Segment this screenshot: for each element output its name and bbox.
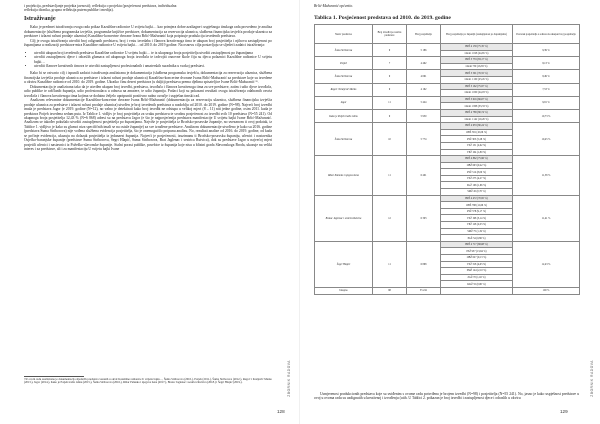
county-breakdown-cell: BPŽ 4 158 (75,35 %): [441, 44, 513, 51]
county-breakdown-cell: Ostali 1 808 (33,33 %): [441, 103, 513, 110]
play-name-cell: Regoč i Kraljević Marko: [315, 83, 373, 96]
percent-cell: 8,49 %: [513, 70, 580, 83]
play-name-cell: Bratac Jaglenac i sestrica Rutvica: [315, 195, 373, 241]
column-header: Broj izvedbi po nazivu predstave: [373, 25, 407, 44]
page-number: 128: [277, 409, 285, 414]
county-breakdown-cell: OBŽ 603 (9,42 %): [441, 162, 513, 169]
footnotes: [24, 378, 272, 385]
visitors-cell: 6 303: [407, 195, 441, 241]
play-name-cell: Šegrt Hlapić: [315, 241, 373, 287]
continuation-text: Brlić-Mažuranić općenito.: [314, 4, 354, 8]
running-side-label: ZBORNIK RADOVA: [287, 360, 291, 397]
column-header: Broj posjetitelja: [407, 25, 441, 44]
county-breakdown-cell: PSŽ 512 (8,00 %): [441, 169, 513, 176]
intro-line-1: i projekcija, predstavljanje projekta javnosti); refleksija o projektu (posjećenost predstava, individualna: [24, 4, 177, 8]
county-breakdown-cell: VSŽ 273 (4,27 %): [441, 175, 513, 182]
page-number: 129: [560, 409, 568, 414]
performances-cell: 9: [373, 70, 407, 83]
county-breakdown-cell: BPŽ 3 162 (75,97 %): [441, 83, 513, 90]
column-header: Postotak posjetitelja u odnosu na ukupan broj posjetitelja: [513, 25, 580, 44]
performances-cell: 10: [373, 123, 407, 156]
percent-cell: 9,39 %: [513, 44, 580, 57]
performances-cell: 9: [373, 83, 407, 96]
table-title: Tablica 1. Posjećenost predstava od 2010. do 2019. godine: [314, 15, 451, 21]
total-visitors-cell: 55 241: [407, 287, 441, 294]
section-heading: Istraživanje: [24, 14, 56, 22]
performances-cell: 11: [373, 241, 407, 287]
percent-cell: 11,58 %: [513, 156, 580, 196]
play-name-cell: Šuma Striborova: [315, 123, 373, 156]
visitors-cell: 5 930: [407, 109, 441, 122]
table-container: [314, 24, 579, 295]
county-breakdown-cell: Ostali 1 100 (23,45 %): [441, 76, 513, 83]
table-row: [315, 70, 580, 77]
county-breakdown-cell: PSŽ 305 (5,28 %): [441, 136, 513, 143]
column-header: Broj posjetitelja po županiji (zastupljenost po županijama): [441, 25, 513, 44]
bottom-text: [314, 392, 579, 401]
performances-cell: 11: [373, 156, 407, 196]
task-list-item: • utvrditi članove kreativnih timova te utvrditi zastupljenost profesionalnih i amaterskih suradnika u svakoj predstavi.: [34, 64, 272, 68]
percent-cell: 10,73 %: [513, 109, 580, 122]
county-breakdown-cell: VPŽ 128 (2,03 %): [441, 222, 513, 229]
county-breakdown-cell: SMŽ 75 (1,19 %): [441, 228, 513, 235]
county-breakdown-cell: VSŽ 198 (3,14 %): [441, 215, 513, 222]
table-row: [315, 195, 580, 202]
performances-cell: 7: [373, 57, 407, 70]
task-list: [24, 51, 272, 69]
task-list-item: • utvrditi zastupljenost djece i odraslih glumaca od ukupnoga broja izvođača te izdvojiti osnovne škole čiju su djecu polaznici Kazališne radionice U svijetu bajki…: [34, 55, 272, 64]
county-breakdown-cell: OBŽ 798 (12,66 %): [441, 202, 513, 209]
continuation-line: [314, 4, 353, 8]
table-row: [315, 156, 580, 163]
county-breakdown-cell: OBŽ 627 (9,13 %): [441, 255, 513, 262]
visitors-cell: 5 774: [407, 123, 441, 156]
performances-cell: 11: [373, 96, 407, 109]
county-breakdown-cell: PSŽ 578 (9,17 %): [441, 208, 513, 215]
attendance-table: [314, 24, 580, 295]
county-breakdown-cell: VPŽ 104 (1,80 %): [441, 149, 513, 156]
table-row: [315, 96, 580, 103]
percent-cell: 9,81 %: [513, 96, 580, 109]
county-breakdown-cell: SMŽ 144 (2,10 %): [441, 268, 513, 275]
table-row: [315, 83, 580, 90]
visitors-cell: 4 492: [407, 57, 441, 70]
paragraph: Kako je predmet istraživanja ovoga rada prikaz Kazališne radionice U svijetu bajki… kao primjera dobre azaliagne i uspješnoga tinskoga rada provedeno je analiza dokumentacije (službena programska izvješća, programske knjižice predstave, dokumentacija za rezervacija ulaznica, službena financijska izvješća prodaje ulaznica za predstave i izlazni računi prodaje ulaznica) Kazališno-koncertne dvorane Ivana Brlić-Mažuranić koja potpisuje produkciju izvedenih predstava.: [24, 25, 272, 39]
paragraph: Analizom relevantne dokumentacije Kazališno-koncertne dvorane Ivana Brlić-Mažuranić (dokumentacija za rezervaciju ulaznica, službena financijska izvješća prodaje ulaznica za predstave i izlazni računi prodaje ulaznica) utvrđen je broj izvedenih predstava u razdoblju od 2010. do 2019. godine (N=98). Najveći broj izvedbi imala je predstava Jagor (e 2019. godine (N=12), no valno je detektirati kako broj izvedbi ne odstupa u velikoj mjeri (8 – 11) niti jedne godine, osim 2011. kada je predstava Potjeh izvedena sedam puta. Iz Tablice 1. vidljiv je broj posjetitelja za svaku predstavu te svodnu posjećenost za izvedbi svih 10 predstava (N=55 241). Od ukupnoga broja posjetitelja 12,43 % (N=6 868) adresi su na predstavu Jagor (e što je najposjećenija predstava manifestacije U svijetu bajki Ivane Brlić-Mažuranić. Analizom se također pokušalo utvrditi zastupljenost posjetitelja po županijama. Najviše je posjetitelja iz Brodsko-posavske županije, no uvezanom ti ovoj podatak, iz Tablice 1. vidljivo je kako su glumci niza specifičnih imali se na ostale županije) za sve izrađene predstave. Analizom dokumentacije utvrđeno je kako su 2016. godine (predstava Šuma Striborova) nije vođena službena evidencija posjetitelja, što je onemogućilo potpunu analizu. No, rezultati analize od 2016. do 2019. godine, od kada se počinje evidencija, ukazuju na dolazak posjetitelja iz jedanaest županija. Najveći je posjećenosti, izuzimanu ti Brodsko-posavsku županiju, učenici i nastavnika Osječko-baranjske županije (predstave Šuma Striborova, Šegrt Hlapić, Suma Striborova, Brat Jaglenac i sestrica Rutvica), dok su predstave Jagor u najvećoj mjeri posjetili učenici i nastavnici iz Požeško-slavonske županije. Stalni porast publike, posebice iz županija koje nisu u blizini grada Slavonskoga Broda, ukazuje na veliki interes i za predstave, ali i za manifestaciju U svijetu bajki Ivane: [24, 98, 272, 152]
percent-cell: 7,53 %: [513, 83, 580, 96]
county-breakdown-cell: BPŽ 3 616 (66,67 %): [441, 96, 513, 103]
county-breakdown-cell: OBŽ 581 (10,06 %): [441, 129, 513, 136]
play-name-cell: Ribar Palunko i njegova žena: [315, 156, 373, 196]
play-name-cell: Jagor: [315, 96, 373, 109]
table-body: [315, 44, 580, 295]
county-breakdown-cell: BPŽ 4 472 (70,95 %): [441, 195, 513, 202]
paragraph: Dokumentacija je analizirana tako da je utvrđen ukupan broj izvedbi, predstava, izvođača i članova kreativnoga tima za sve predstave, zatim i udio djece izvođača, udio publike te raščlanib županija, udio profesionalaca u odnosu na amatere, te udio županija. Podaci koji su pokazani rezultati ovoga istraživanja odabranih osvrta izvođača i članova kreativnoga tima kojima se dodatno željelo upotpuniti pozitivno radno ozračje i uspješan timski rad.: [24, 84, 272, 98]
county-breakdown-cell: ZGŽ 106 (1,66 %): [441, 182, 513, 189]
table-header-row: [315, 25, 580, 44]
county-breakdown-cell: KKŽ 55 (0,80 %): [441, 281, 513, 288]
performances-cell: 9: [373, 109, 407, 122]
table-row: [315, 109, 580, 116]
county-breakdown-cell: ZGŽ 70 (1,02 %): [441, 274, 513, 281]
county-breakdown-cell: BPŽ 3 733 (83,17 %): [441, 57, 513, 64]
county-breakdown-cell: SMŽ 45 (0,70 %): [441, 189, 513, 196]
table-row: [315, 241, 580, 248]
county-breakdown-cell: BPŽ 3 591 (76,55 %): [441, 70, 513, 77]
table-row: [315, 44, 580, 51]
total-text-cell: [441, 287, 513, 294]
county-breakdown-cell: BPŽ 4 633 (80,24 %): [441, 123, 513, 130]
table-row: [315, 123, 580, 130]
footnote: ³¹U ovom radu analizirana je dokumentacija sljedećih predstava vezanih u okvir Kazališne radionice U svijetu bajki…, Šuma Striborova (2010.), Potjeh (2011.), Šuma Striborova (2012.), Regoč i Kraljević Marko (2013.), Jagor (2014.), Kako je Potjeh tražio istinu (2015.), Šuma Striborova (2016.), Ribar Palunko i njegova žena (2017.), Bratac Jaglenac i sestrica Rutvica (2018.) i Šegrt Hlapić (2019.).: [24, 377, 272, 385]
visitors-cell: 6 401: [407, 156, 441, 196]
county-breakdown-cell: VSŽ 318 (4,63 %): [441, 261, 513, 268]
county-breakdown-cell: BPŽ 4 788 (80,74 %): [441, 109, 513, 116]
county-breakdown-cell: Ostali 759 (16,83 %): [441, 63, 513, 70]
county-breakdown-cell: BPŽ 4 862 (75,96 %): [441, 156, 513, 163]
play-name-cell: Šuma Striborova: [315, 44, 373, 57]
total-label-cell: Ukupno: [315, 287, 373, 294]
county-breakdown-cell: Ostali 1 142 (19,26 %): [441, 116, 513, 123]
county-breakdown-cell: BPŽ 4 717 (68,68 %): [441, 241, 513, 248]
running-side-label: ZBORNIK RADOVA: [590, 360, 594, 397]
performances-cell: 12: [373, 195, 407, 241]
total-performances-cell: 98: [373, 287, 407, 294]
visitors-cell: 5 186: [407, 44, 441, 57]
performances-cell: 9: [373, 44, 407, 57]
column-header: Naziv predstave: [315, 25, 373, 44]
county-breakdown-cell: Ostali 1 000 (24,03 %): [441, 90, 513, 97]
total-percent-cell: 100 %: [513, 287, 580, 294]
county-breakdown-cell: VSŽ 151 (2,62 %): [441, 142, 513, 149]
task-list-item: • utvrditi ukupan broj izvedenih predstava Kazališne radionice U svijetu bajki… te iz ukupnoga broja posjetitelja utvrditi zastupljenost po županijama: [34, 51, 272, 55]
intro-line-2: refleksija dionika, grupna refleksija putem publike i medija).: [24, 8, 114, 13]
visitors-cell: 5 424: [407, 96, 441, 109]
county-breakdown-cell: PSŽ 937 (13,64 %): [441, 248, 513, 255]
paragraph: Cilj je ovoga istraživanja utvrditi broj odigranih predstava, broj i vrstu izvedaba i članova kreativnoga tima te ukupan broj posjetitelja i njihovu zastupljenost po županijama u realizaciji predstava-mira Kazališne radionice U svijetu bajki… od 2010. do 2019 godine. Na osnovu cilja postavljaju se sljedeći zadatci istraživanja:: [24, 38, 272, 48]
table-total-row: [315, 287, 580, 294]
paragraph: Kako bi se ostvario cilj i ispunili zadatci istraživanja analizirana je dokumentacija (službena programska izvješća, dokumentacija za rezervacija ulaznica, službena financijska izvješća prodaje ulaznica za predstave i izlazni računi prodaje ulaznica) Kazališno-koncertne dvorane Ivana Brlić-Mažuranić za predstave koje su izvedene u okviru Kazališne radionice od 2010. do 2019. godine. Ukratko činu desert predstava (u daljiiji predstava prema djelima spisateljice Ivane Brlić-Mažuranić ³¹.: [24, 71, 272, 85]
paragraph: Usmjerenost produkcionih predstava koje su uviđenim s ovome radu potvrđena je brojem izvedbi (N=98) i posjetitelja (N=55 241). No, jasno je kako uspješnost predstave u ovoj u ovoma radu su uzdignutih u kreativnoj i izvođenju (utih. U Tablici 2. prikazan je broj izvedbi i zastupljenost djece i odraslih u okviru: [314, 392, 579, 401]
play-name-cell: Potjeh: [315, 57, 373, 70]
percent-cell: 10,45 %: [513, 123, 580, 156]
county-breakdown-cell: PGŽ 54 (0,86 %): [441, 235, 513, 242]
percent-cell: 8,13 %: [513, 57, 580, 70]
table-row: [315, 57, 580, 64]
percent-cell: 12,43 %: [513, 241, 580, 287]
play-name-cell: Kako je Potjeh tražio istinu: [315, 109, 373, 122]
county-breakdown-cell: Ostali 1 028 (24,65 %): [441, 50, 513, 57]
visitors-cell: 6 868: [407, 241, 441, 287]
play-name-cell: Šuma Striborova: [315, 70, 373, 83]
visitors-cell: 4 162: [407, 83, 441, 96]
visitors-cell: 4 691: [407, 70, 441, 83]
left-text-column: [24, 4, 272, 152]
percent-cell: 11,41 %: [513, 195, 580, 241]
